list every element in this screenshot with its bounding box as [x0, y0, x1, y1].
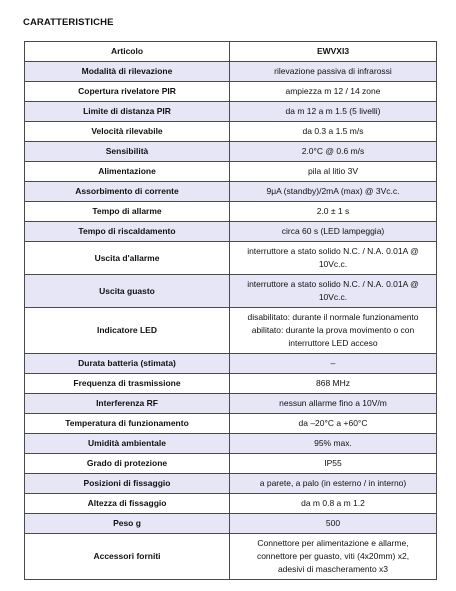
- spec-label-cell: Uscita guasto: [25, 275, 230, 308]
- spec-value-cell: [230, 514, 437, 534]
- spec-value-cell: [230, 202, 437, 222]
- spec-value-line: interruttore a stato solido N.C. / N.A. 0.01A @: [247, 279, 419, 289]
- spec-value-cell: [230, 182, 437, 202]
- table-row: [25, 434, 437, 454]
- table-row: [25, 82, 437, 102]
- spec-value-cell: [230, 142, 437, 162]
- spec-label-cell: Alimentazione: [25, 162, 230, 182]
- page-title: CARATTERISTICHE: [23, 17, 114, 28]
- header-label-cell: Articolo: [25, 42, 230, 62]
- table-row: [25, 354, 437, 374]
- spec-value-cell: [230, 434, 437, 454]
- table-row: [25, 534, 437, 580]
- spec-value-cell: [230, 82, 437, 102]
- spec-value-line: 10Vc.c.: [318, 259, 348, 269]
- table-row: [25, 414, 437, 434]
- table-row: [25, 308, 437, 354]
- spec-value-cell: [230, 494, 437, 514]
- spec-label-cell: Temperatura di funzionamento: [25, 414, 230, 434]
- spec-value-line: 2.0°C @ 0.6 m/s: [301, 146, 365, 156]
- spec-value-line: Connettore per alimentazione e allarme,: [257, 538, 409, 548]
- table-row: [25, 142, 437, 162]
- table-row: [25, 102, 437, 122]
- spec-value-cell: [230, 454, 437, 474]
- header-value-cell: EWVXI3: [230, 42, 437, 62]
- spec-value-line: 2.0 ± 1 s: [316, 206, 350, 216]
- table-row: [25, 275, 437, 308]
- spec-value-line: interruttore LED acceso: [288, 338, 378, 348]
- spec-value-line: adesivi di mascheramento x3: [277, 564, 389, 574]
- spec-label-cell: Frequenza di trasmissione: [25, 374, 230, 394]
- spec-label-cell: Grado di protezione: [25, 454, 230, 474]
- table-row: [25, 374, 437, 394]
- spec-value-line: IP55: [324, 458, 342, 468]
- spec-value-line: interruttore a stato solido N.C. / N.A. 0.01A @: [247, 246, 419, 256]
- table-row: [25, 62, 437, 82]
- spec-value-line: abilitato: durante la prova movimento o con: [251, 325, 415, 335]
- spec-value-line: pila al litio 3V: [307, 166, 359, 176]
- spec-label-cell: Peso g: [25, 514, 230, 534]
- spec-label-cell: Durata batteria (stimata): [25, 354, 230, 374]
- table-row: [25, 454, 437, 474]
- spec-value-cell: [230, 308, 437, 354]
- spec-value-cell: [230, 275, 437, 308]
- spec-value-line: da m 12 a m 1.5 (5 livelli): [285, 106, 381, 116]
- table-row: [25, 242, 437, 275]
- spec-label-cell: Posizioni di fissaggio: [25, 474, 230, 494]
- spec-label-cell: Tempo di riscaldamento: [25, 222, 230, 242]
- table-row: [25, 474, 437, 494]
- spec-value-line: 500: [325, 518, 341, 528]
- table-body: [25, 62, 437, 580]
- spec-label-cell: Tempo di allarme: [25, 202, 230, 222]
- table-row: [25, 494, 437, 514]
- spec-value-cell: [230, 62, 437, 82]
- spec-value-cell: [230, 102, 437, 122]
- spec-value-cell: [230, 222, 437, 242]
- spec-label-cell: Umidità ambientale: [25, 434, 230, 454]
- spec-value-line: ampiezza m 12 / 14 zone: [285, 86, 381, 96]
- spec-value-cell: [230, 122, 437, 142]
- spec-value-cell: [230, 162, 437, 182]
- table-row: [25, 514, 437, 534]
- table-header-row: [25, 42, 437, 62]
- table-row: [25, 202, 437, 222]
- spec-value-cell: [230, 474, 437, 494]
- spec-value-line: da –20°C a +60°C: [298, 418, 368, 428]
- spec-value-line: circa 60 s (LED lampeggia): [281, 226, 385, 236]
- spec-value-line: 10Vc.c.: [318, 292, 348, 302]
- spec-value-line: rilevazione passiva di infrarossi: [274, 66, 392, 76]
- spec-label-cell: Modalità di rilevazione: [25, 62, 230, 82]
- spec-value-line: a parete, a palo (in esterno / in interno): [259, 478, 407, 488]
- spec-value-line: –: [330, 358, 336, 368]
- spec-value-cell: [230, 394, 437, 414]
- spec-value-line: nessun allarme fino a 10V/m: [279, 398, 387, 408]
- spec-label-cell: Accessori forniti: [25, 534, 230, 580]
- spec-value-line: 868 MHz: [315, 378, 350, 388]
- spec-label-cell: Sensibilità: [25, 142, 230, 162]
- spec-value-line: da m 0.8 a m 1.2: [301, 498, 365, 508]
- spec-value-line: 9μA (standby)/2mA (max) @ 3Vc.c.: [266, 186, 400, 196]
- table-row: [25, 162, 437, 182]
- spec-value-cell: [230, 534, 437, 580]
- table-row: [25, 394, 437, 414]
- table-row: [25, 182, 437, 202]
- spec-value-line: da 0.3 a 1.5 m/s: [302, 126, 364, 136]
- table-row: [25, 222, 437, 242]
- spec-value-cell: [230, 354, 437, 374]
- spec-value-line: connettore per guasto, viti (4x20mm) x2,: [256, 551, 410, 561]
- spec-label-cell: Indicatore LED: [25, 308, 230, 354]
- spec-label-cell: Copertura rivelatore PIR: [25, 82, 230, 102]
- spec-value-line: disabilitato: durante il normale funzionamento: [247, 312, 419, 322]
- spec-label-cell: Assorbimento di corrente: [25, 182, 230, 202]
- spec-value-cell: [230, 242, 437, 275]
- spec-label-cell: Uscita d'allarme: [25, 242, 230, 275]
- spec-value-cell: [230, 374, 437, 394]
- spec-label-cell: Interferenza RF: [25, 394, 230, 414]
- spec-value-cell: [230, 414, 437, 434]
- spec-label-cell: Altezza di fissaggio: [25, 494, 230, 514]
- specifications-table: [24, 41, 437, 580]
- table-row: [25, 122, 437, 142]
- spec-value-line: 95% max.: [314, 438, 352, 448]
- spec-label-cell: Limite di distanza PIR: [25, 102, 230, 122]
- spec-label-cell: Velocità rilevabile: [25, 122, 230, 142]
